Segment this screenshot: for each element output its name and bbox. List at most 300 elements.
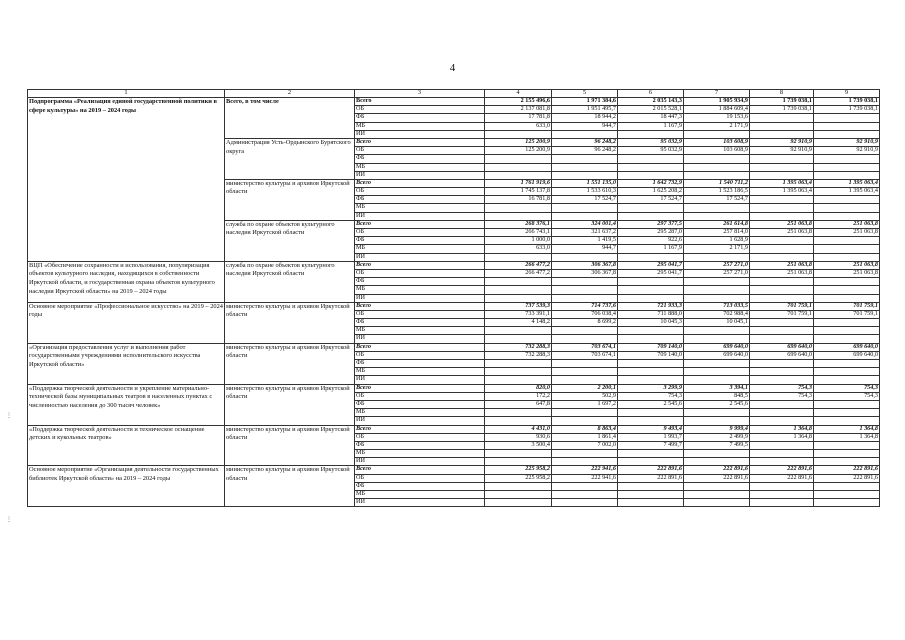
amount-cell: 699 640,0 [814,343,880,351]
amount-cell [618,253,684,261]
amount-cell [618,450,684,458]
amount-cell: 1 364,8 [750,425,814,433]
amount-cell: 1 761 919,6 [485,179,552,187]
amount-cell [552,417,618,425]
amount-cell: 266 477,2 [485,269,552,277]
margin-mark: ⋮ [6,413,12,419]
amount-cell: 1 419,5 [552,237,618,245]
financing-table [27,89,880,507]
funding-source: МБ [355,327,485,335]
amount-cell: 703 674,1 [552,343,618,351]
amount-cell [814,335,880,343]
amount-cell: 4 431,0 [485,425,552,433]
amount-cell: 321 637,2 [552,229,618,237]
funding-source: ИИ [355,294,485,302]
amount-cell [750,400,814,408]
amount-cell: 1 642 732,9 [618,179,684,187]
table-row [28,384,880,392]
amount-cell [814,327,880,335]
amount-cell: 711 888,0 [618,310,684,318]
table-row [28,466,880,474]
funding-source: ОБ [355,188,485,196]
amount-cell [750,212,814,220]
amount-cell: 92 910,9 [814,147,880,155]
column-number: 1 [28,90,225,98]
amount-cell [552,482,618,490]
amount-cell [750,155,814,163]
amount-cell [750,130,814,138]
funding-source: Всего [355,343,485,351]
column-number: 4 [485,90,552,98]
amount-cell: 96 248,2 [552,147,618,155]
amount-cell: 1 739 038,1 [814,98,880,106]
funding-source: Всего [355,261,485,269]
amount-cell [618,360,684,368]
amount-cell [485,499,552,507]
column-number: 8 [750,90,814,98]
amount-cell: 701 759,1 [814,310,880,318]
amount-cell: 225 958,2 [485,466,552,474]
amount-cell: 7 499,7 [618,441,684,449]
funding-source: ОБ [355,392,485,400]
amount-cell [814,360,880,368]
amount-cell: 297 377,5 [618,220,684,228]
amount-cell: 1 533 610,3 [552,188,618,196]
amount-cell: 2 545,6 [618,400,684,408]
amount-cell [750,245,814,253]
program-name: «Организация предоставления услуг и выполнения работ государственными учреждениями исполнительского искусства Иркутской области» [28,343,225,384]
column-number: 9 [814,90,880,98]
amount-cell [485,253,552,261]
amount-cell: 709 140,0 [618,351,684,359]
amount-cell: 1 551 135,0 [552,179,618,187]
amount-cell: 103 608,9 [684,147,750,155]
amount-cell: 92 910,9 [750,138,814,146]
amount-cell: 1 861,4 [552,433,618,441]
amount-cell [485,278,552,286]
amount-cell [684,417,750,425]
amount-cell: 125 200,9 [485,147,552,155]
amount-cell [750,450,814,458]
amount-cell [814,376,880,384]
amount-cell [684,130,750,138]
amount-cell [750,409,814,417]
funding-source: ОБ [355,229,485,237]
funding-source: Всего [355,98,485,106]
amount-cell: 18 944,2 [552,114,618,122]
funding-source: Всего [355,302,485,310]
amount-cell: 1 167,9 [618,122,684,130]
amount-cell [814,171,880,179]
amount-cell [618,155,684,163]
program-name: «Поддержка творческой деятельности и техническое оснащение детских и кукольных театров» [28,425,225,466]
amount-cell: 251 063,8 [814,261,880,269]
funding-source: ОБ [355,474,485,482]
amount-cell: 96 248,2 [552,138,618,146]
amount-cell: 222 891,6 [684,474,750,482]
amount-cell: 17 524,7 [618,196,684,204]
executor-name: Всего, в том числе [225,98,355,139]
amount-cell [552,335,618,343]
amount-cell: 7 499,5 [684,441,750,449]
amount-cell [485,155,552,163]
amount-cell: 222 891,6 [618,466,684,474]
amount-cell [485,204,552,212]
funding-source: Всего [355,220,485,228]
funding-source: МБ [355,204,485,212]
amount-cell [750,327,814,335]
amount-cell [750,204,814,212]
funding-source: ОБ [355,106,485,114]
amount-cell [552,499,618,507]
amount-cell: 4 148,2 [485,319,552,327]
amount-cell: 10 045,1 [684,319,750,327]
amount-cell: 713 033,5 [684,302,750,310]
executor-name: служба по охране объектов культурного наследия Иркутской области [225,220,355,261]
executor-name: министерство культуры и архивов Иркутской области [225,179,355,220]
funding-source: Всего [355,425,485,433]
amount-cell [618,376,684,384]
amount-cell [618,278,684,286]
funding-source: ИИ [355,499,485,507]
executor-name: министерство культуры и архивов Иркутской области [225,343,355,384]
amount-cell [552,376,618,384]
funding-source: МБ [355,245,485,253]
executor-name: министерство культуры и архивов Иркутской области [225,466,355,507]
program-name: Подпрограмма «Реализация единой государственной политики в сфере культуры» на 2019 – 2024 годы [28,98,225,262]
amount-cell [750,376,814,384]
amount-cell [814,400,880,408]
funding-source: ИИ [355,253,485,261]
funding-source: Всего [355,466,485,474]
amount-cell [552,130,618,138]
amount-cell [485,409,552,417]
amount-cell: 2 155 496,6 [485,98,552,106]
amount-cell [814,163,880,171]
amount-cell [814,114,880,122]
amount-cell [485,491,552,499]
amount-cell: 709 140,0 [618,343,684,351]
amount-cell [750,253,814,261]
funding-source: ФБ [355,482,485,490]
funding-source: Всего [355,384,485,392]
amount-cell [552,171,618,179]
funding-source: ФБ [355,441,485,449]
amount-cell [814,245,880,253]
amount-cell [814,482,880,490]
amount-cell [618,286,684,294]
amount-cell: 17 524,7 [552,196,618,204]
table-row [28,261,880,269]
funding-source: ОБ [355,433,485,441]
funding-source: ИИ [355,458,485,466]
amount-cell: 754,3 [814,384,880,392]
amount-cell [750,171,814,179]
amount-cell: 257 814,0 [684,229,750,237]
amount-cell: 222 891,6 [684,466,750,474]
amount-cell [485,163,552,171]
funding-source: ИИ [355,335,485,343]
executor-name: Администрация Усть-Ордынского Бурятского округа [225,138,355,179]
amount-cell: 701 759,1 [750,310,814,318]
funding-source: МБ [355,409,485,417]
amount-cell [618,212,684,220]
amount-cell [750,368,814,376]
amount-cell [485,212,552,220]
amount-cell: 266 743,1 [485,229,552,237]
amount-cell: 251 063,8 [814,220,880,228]
amount-cell: 1 395 063,4 [750,179,814,187]
amount-cell [552,368,618,376]
amount-cell: 633,0 [485,245,552,253]
program-name: «Поддержка творческой деятельности и укрепление материально-технической базы муниципальных театров в населенных пунктах с численностью населения до 300 тысяч человек» [28,384,225,425]
amount-cell [552,294,618,302]
table-row [28,302,880,310]
amount-cell: 10 045,3 [618,319,684,327]
amount-cell: 251 063,8 [750,261,814,269]
amount-cell: 2 015 528,1 [618,106,684,114]
amount-cell: 295 287,0 [618,229,684,237]
funding-source: ФБ [355,237,485,245]
amount-cell [750,286,814,294]
funding-source: ОБ [355,269,485,277]
amount-cell: 699 640,0 [684,343,750,351]
amount-cell: 1 628,9 [684,237,750,245]
amount-cell [684,294,750,302]
amount-cell [684,368,750,376]
table-row [28,425,880,433]
amount-cell [684,458,750,466]
funding-source: ИИ [355,417,485,425]
amount-cell: 257 271,0 [684,261,750,269]
funding-source: ФБ [355,155,485,163]
funding-source: ОБ [355,351,485,359]
amount-cell: 92 910,9 [814,138,880,146]
amount-cell [814,130,880,138]
amount-cell [750,482,814,490]
amount-cell [552,491,618,499]
amount-cell [485,171,552,179]
amount-cell [814,368,880,376]
amount-cell: 8 863,4 [552,425,618,433]
amount-cell: 9 999,4 [684,425,750,433]
amount-cell [618,327,684,335]
amount-cell: 1 697,2 [552,400,618,408]
amount-cell [814,458,880,466]
funding-source: ФБ [355,319,485,327]
column-number: 7 [684,90,750,98]
amount-cell: 820,0 [485,384,552,392]
amount-cell [814,319,880,327]
amount-cell [750,417,814,425]
funding-source: МБ [355,491,485,499]
amount-cell: 103 608,9 [684,138,750,146]
amount-cell [552,212,618,220]
amount-cell [814,409,880,417]
amount-cell: 92 910,9 [750,147,814,155]
amount-cell: 2 545,6 [684,400,750,408]
amount-cell: 732 288,3 [485,343,552,351]
amount-cell [618,368,684,376]
amount-cell: 1 364,8 [750,433,814,441]
funding-source: МБ [355,286,485,294]
amount-cell [814,499,880,507]
funding-source: МБ [355,122,485,130]
amount-cell [684,171,750,179]
amount-cell: 3 394,1 [684,384,750,392]
amount-cell: 1 167,9 [618,245,684,253]
amount-cell [750,196,814,204]
funding-source: ФБ [355,114,485,122]
amount-cell [684,360,750,368]
amount-cell: 1 951 495,7 [552,106,618,114]
amount-cell: 699 640,0 [750,351,814,359]
amount-cell: 754,3 [750,384,814,392]
amount-cell [814,155,880,163]
amount-cell: 125 200,9 [485,138,552,146]
amount-cell: 9 493,4 [618,425,684,433]
amount-cell [618,130,684,138]
amount-cell: 257 271,0 [684,269,750,277]
amount-cell: 324 001,4 [552,220,618,228]
amount-cell [684,491,750,499]
amount-cell: 2 200,1 [552,384,618,392]
amount-cell: 754,3 [750,392,814,400]
amount-cell [552,204,618,212]
amount-cell [485,130,552,138]
margin-mark: ⋮ [6,517,12,523]
amount-cell [750,491,814,499]
amount-cell: 1 395 063,4 [750,188,814,196]
amount-cell [485,376,552,384]
amount-cell [485,360,552,368]
funding-source: ОБ [355,147,485,155]
amount-cell [684,376,750,384]
amount-cell [485,335,552,343]
amount-cell: 1 540 711,2 [684,179,750,187]
amount-cell: 754,3 [814,392,880,400]
amount-cell: 18 447,3 [618,114,684,122]
amount-cell: 732 288,3 [485,351,552,359]
amount-cell: 2 171,9 [684,245,750,253]
amount-cell [750,163,814,171]
amount-cell: 754,3 [618,392,684,400]
funding-source: ФБ [355,278,485,286]
executor-name: министерство культуры и архивов Иркутской области [225,302,355,343]
program-name: ВЦП «Обеспечение сохранности и использования, популяризация объектов культурного наследия, находящихся в собственности Иркутской области, и государственная охрана объектов культурного наследия Иркутской области» на 2019 – 2024 годы [28,261,225,302]
amount-cell: 1 745 137,8 [485,188,552,196]
amount-cell [750,458,814,466]
amount-cell [552,278,618,286]
amount-cell [618,417,684,425]
amount-cell: 733 391,1 [485,310,552,318]
amount-cell [750,278,814,286]
amount-cell [485,294,552,302]
amount-cell [750,441,814,449]
amount-cell: 222 891,6 [814,474,880,482]
amount-cell: 225 958,2 [485,474,552,482]
amount-cell [684,163,750,171]
amount-cell: 251 063,8 [750,229,814,237]
amount-cell [684,335,750,343]
amount-cell [485,458,552,466]
funding-source: Всего [355,138,485,146]
program-name: Основное мероприятие «Профессиональное искусство» на 2019 – 2024 годы [28,302,225,343]
amount-cell [684,286,750,294]
column-number-row [28,90,880,98]
amount-cell: 702 988,4 [684,310,750,318]
amount-cell: 95 032,9 [618,147,684,155]
amount-cell: 306 367,8 [552,261,618,269]
amount-cell: 703 674,1 [552,351,618,359]
amount-cell: 306 367,8 [552,269,618,277]
amount-cell [684,499,750,507]
amount-cell [750,335,814,343]
amount-cell: 1 905 934,9 [684,98,750,106]
amount-cell [814,237,880,245]
amount-cell: 1 364,8 [814,433,880,441]
amount-cell: 172,2 [485,392,552,400]
amount-cell: 19 153,6 [684,114,750,122]
funding-source: ФБ [355,400,485,408]
executor-name: министерство культуры и архивов Иркутской области [225,425,355,466]
amount-cell [750,294,814,302]
executor-name: министерство культуры и архивов Иркутской области [225,384,355,425]
amount-cell: 251 063,8 [750,269,814,277]
amount-cell: 222 941,6 [552,474,618,482]
amount-cell [552,253,618,261]
amount-cell [750,114,814,122]
amount-cell [684,204,750,212]
amount-cell [618,163,684,171]
amount-cell: 1 739 038,1 [750,98,814,106]
funding-source: ФБ [355,196,485,204]
executor-name: служба по охране объектов культурного наследия Иркутской области [225,261,355,302]
amount-cell [684,482,750,490]
amount-cell [684,327,750,335]
amount-cell [618,409,684,417]
amount-cell: 8 699,2 [552,319,618,327]
amount-cell: 706 038,4 [552,310,618,318]
amount-cell [684,409,750,417]
funding-source: ФБ [355,360,485,368]
amount-cell: 222 941,6 [552,466,618,474]
amount-cell [485,286,552,294]
amount-cell: 701 759,1 [814,302,880,310]
funding-source: МБ [355,450,485,458]
amount-cell [814,122,880,130]
amount-cell [618,294,684,302]
amount-cell: 1 523 186,5 [684,188,750,196]
funding-source: ИИ [355,171,485,179]
funding-source: ИИ [355,376,485,384]
amount-cell: 922,6 [618,237,684,245]
amount-cell [750,319,814,327]
amount-cell [485,450,552,458]
amount-cell: 930,6 [485,433,552,441]
amount-cell: 1 625 208,2 [618,188,684,196]
funding-source: МБ [355,163,485,171]
amount-cell: 1 364,8 [814,425,880,433]
funding-source: Всего [355,179,485,187]
amount-cell [750,237,814,245]
amount-cell: 17 781,8 [485,114,552,122]
amount-cell: 1 884 609,4 [684,106,750,114]
amount-cell [814,417,880,425]
amount-cell [814,294,880,302]
funding-source: МБ [355,368,485,376]
amount-cell [552,458,618,466]
